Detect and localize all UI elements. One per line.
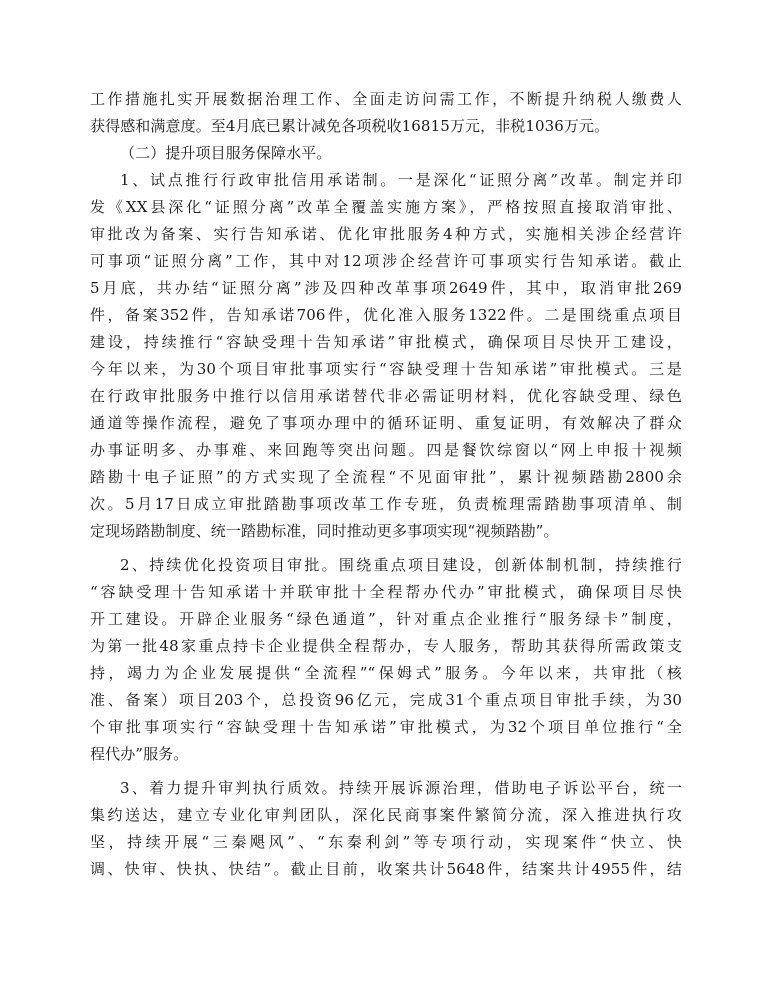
text-line: 2、持续优化投资项目审批。围绕重点项目建设，创新体制机制，持续推行 xyxy=(120,556,682,574)
text-line: 集约送达，建立专业化审判团队，深化民商事案件繁简分流，深入推进执行攻 xyxy=(90,806,682,824)
para-credit-commitment xyxy=(90,167,682,545)
text-line: 坚，持续开展“三秦飓风”、“东秦利剑”等专项行动，实现案件“快立、快 xyxy=(90,833,682,851)
text-line: “容缺受理十告知承诺十并联审批十全程帮办代办”审批模式，确保项目尽快 xyxy=(90,583,682,601)
text-line: 工作措施扎实开展数据治理工作、全面走访问需工作，不断提升纳税人缴费人 xyxy=(90,90,682,108)
text-line: 踏勘十电子证照”的方式实现了全流程“不见面审批”，累计视频踏勘2800余 xyxy=(90,468,682,486)
section-heading: （二）提升项目服务保障水平。 xyxy=(120,144,332,162)
text-line: 审批改为备案、实行告知承诺、优化审批服务4种方式，实施相关涉企经营许 xyxy=(90,225,682,243)
text-line: 获得感和满意度。至4月底已累计减免各项税收16815万元，非税1036万元。 xyxy=(90,117,610,135)
text-line: 今年以来，为30个项目审批事项实行“容缺受理十告知承诺”审批模式。三是 xyxy=(90,360,682,378)
text-line: 调、快审、快执、快结”。截止目前，收案共计5648件，结案共计4955件，结 xyxy=(90,860,682,878)
text-line: 办事证明多、办事难、来回跑等突出问题。四是餐饮综窗以“网上申报十视频 xyxy=(90,441,682,459)
text-line: 在行政审批服务中推行以信用承诺替代非必需证明材料，优化容缺受理、绿色 xyxy=(90,387,682,405)
heading-project-service xyxy=(90,140,682,167)
text-line: 可事项“证照分离”工作，其中对12项涉企经营许可事项实行告知承诺。截止 xyxy=(90,252,682,270)
text-line: 为第一批48家重点持卡企业提供全程帮办，专人服务，帮助其获得所需政策支 xyxy=(90,637,682,655)
text-line: 建设，持续推行“容缺受理十告知承诺”审批模式，确保项目尽快开工建设， xyxy=(90,333,682,351)
text-line: 程代办”服务。 xyxy=(90,745,189,763)
text-line: 个审批事项实行“容缺受理十告知承诺”审批模式，为32个项目单位推行“全 xyxy=(90,718,682,736)
para-trial-efficiency xyxy=(90,775,682,883)
text-line: 1、试点推行行政审批信用承诺制。一是深化“证照分离”改革。制定并印 xyxy=(120,171,682,189)
text-line: 次。5月17日成立审批踏勘事项改革工作专班，负责梳理需踏勘事项清单、制 xyxy=(90,495,682,513)
para-investment-approval xyxy=(90,552,682,768)
text-line: 持，竭力为企业发展提供“全流程”“保姆式”服务。今年以来，共审批（核 xyxy=(90,664,682,682)
text-line: 发《XX县深化“证照分离”改革全覆盖实施方案》，严格按照直接取消审批、 xyxy=(90,198,682,216)
text-line: 开工建设。开辟企业服务“绿色通道”，针对重点企业推行“服务绿卡”制度， xyxy=(90,610,682,628)
text-line: 3、着力提升审判执行质效。持续开展诉源治理，借助电子诉讼平台，统一 xyxy=(120,779,682,797)
text-line: 件，备案352件，告知承诺706件，优化准入服务1322件。二是围绕重点项目 xyxy=(90,306,682,324)
document-body xyxy=(90,86,682,883)
para-tax-relief xyxy=(90,86,682,140)
text-line: 通道等操作流程，避免了事项办理中的循环证明、重复证明，有效解决了群众 xyxy=(90,414,682,432)
text-line: 5月底，共办结“证照分离”涉及四种改革事项2649件，其中，取消审批269 xyxy=(90,279,682,297)
text-line: 定现场踏勘制度、统一踏勘标准，同时推动更多事项实现“视频踏勘”。 xyxy=(90,522,559,540)
text-line: 准、备案）项目203个，总投资96亿元，完成31个重点项目审批手续，为30 xyxy=(90,691,682,709)
